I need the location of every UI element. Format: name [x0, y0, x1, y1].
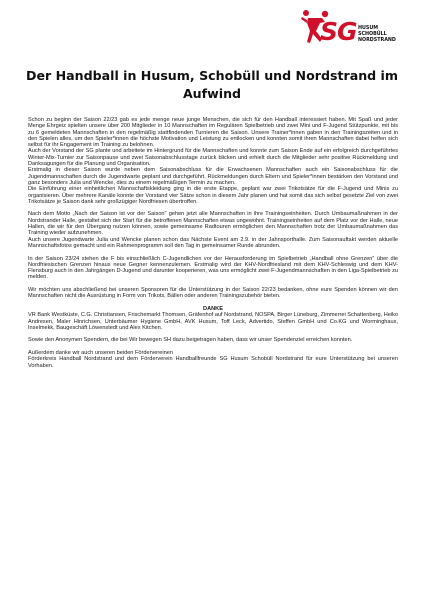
logo-sg-mark: SG	[320, 17, 357, 46]
paragraph-new-season: Nach dem Motto „Nach der Saison ist vor der Saison" gehen jetzt alle Mannschaften in ihre Trainingseinheiten. Durch Umbaumaßnahmen in der Nordstrander Halle, gestaltet sich der Start für die betroffenen Mannschaften etwas ungewohnt. Trainingseinheiten auf dem Platz vor der Halle, neue Hallen, die wir für den Übergang nutzen können, sowie gemeinsame Radtouren ermöglichen den Mannschaften trotz der Umbaumaßnahmen das Training wieder aufzunehmen.	[28, 211, 398, 237]
paragraph-season-start: Schon zu beginn der Saison 22/23 gab es jede menge neue junge Menschen, die sich für den Handball interessiert haben. Mit Spaß und jeder Menge Ehrgeiz spielten unsere über 200 Mitglieder in 10 Mannschaften im Regulären Spielbetrieb und zwei Mini und F-Jugend Stützpunkte, mit bis zu 6 gemeldeten Mannschaften in den regelmäßig stattfindenden Turnieren die Saison. Unsere Trainer*innen gaben in den Trainingszeiten und in den Spielen alles, um den Spieler*innen die höchste Motivation und Leistung zu entlocken und konnten somit ihren Mannschaften dabei helfen sich selbst für ihr Engagement im Training zu belohnen.	[28, 117, 398, 149]
logo-line-2: SCHOBÜLL	[358, 32, 387, 38]
logo-club-name	[358, 26, 396, 45]
thanks-heading: DANKE	[203, 305, 223, 312]
logo-line-1: HUSUM	[358, 26, 379, 31]
paragraph-sponsor-thanks: Wir möchten uns abschließend bei unseren Sponsoren für die Unterstützung in der Saison 22/23 bedanken, ohne eure Spenden können wir den Mannschaften nicht die Ausrüstung in Form von Trikots, Bällen oder anderen Trainingszubehör bieten.	[28, 287, 398, 300]
paragraph-board: Auch der Vorstand der SG plante und arbeitete im Hintergrund für die Mannschaften und konnte zum Saison Ende auf ein erfolgreich durchgeführtes Winter-Mix-Turnier zur Saisonpause und zwei Saisonabschlusstage zurück blicken und erhielt durch die Mitglieder sehr positive Rückmeldung und Danksagungen für die Planung und Organisation.	[28, 148, 398, 168]
paragraph-youth-event: Auch unsere Jugendwarte Julia und Wencke planen schon das Nächste Event am 2.9. in der Jahnsporthalle. Zum Saisonauftakt werden aktuelle Mannschaftsfotos gemacht und ein Rahmenprogramm soll den Tag in gemeinsamer Runde abrunden.	[28, 236, 398, 249]
club-logo	[298, 9, 394, 53]
logo-line-3: NORDSTRAND	[358, 38, 396, 44]
article-body	[28, 117, 398, 375]
article-title: Der Handball in Husum, Schobüll und Nordstrand im Aufwind	[26, 68, 398, 101]
paragraph-handball-ohne-grenzen: In der Saison 23/24 stehen die F bis einschließlich C-Jugendlichen vor der Herausforderung im Spielbetrieb „Handball ohne Grenzen" über die Nordfriesischen Grenzen hinaus neue Gegner kennenzulernen. Erstmalig wird der KHV-Nordfriesland mit dem KHV-Schleswig und dem KHV-Flensburg auch in den Jahrgängen D-Jugend und darunter kooperieren, was uns ermöglicht zwei F-Jugendmannschaften in den Liga-Spielbetrieb zu melden.	[28, 255, 398, 281]
anonymous-donors: Sowie den Anonymen Spendern, die bei Wir bewegen SH dazu beigetragen haben, dass wir unser Spendenziel erreichen konnten.	[28, 337, 353, 344]
paragraph-youth-closing: Erstmalig in dieser Saison wurde neben dem Saisonabschluss für die Erwachsenen Mannschaften auch ein Saisonabschluss für die Jugendmannschaften durch die Jugendwarte geplant und durchgeführt. Rückmeldungen durch Eltern und Spieler*innen bestärken den Vorstand und ganz besonders Julia und Wencke, dies zu einem regelmäßigen Termin zu machen.	[28, 167, 398, 186]
paragraph-team-jerseys: Die Einführung einer einheitlichen Mannschaftskleidung ging in die erste Etappe, geplant war zwei Trikotsätze für die F-Jugend und Minis zu organisieren. Über mehrere Kanäle konnte der Vorstand vier Sätze schon in diesem Jahr planen und hat somit das sich selbst gesetzte Ziel von zwei Trikotsätze je Saison dank sehr großzügiger Nordfriesen übertroffen.	[28, 186, 398, 205]
associations-thanks: Förderkreis Handball Nordstrand und dem Förderverein Handballfreunde SG Husum Schobüll Nordstrand für eure Unterstützung bei unseren Vorhaben.	[28, 356, 398, 369]
associations-intro: Außerdem danke wir auch unseren beiden Fördervereinen	[28, 349, 173, 356]
sponsor-list: VR Bank Westküste, C.G. Christiansen, Frischemarkt Thomsen, Gräfenhof auf Nordstrand, NOSPA, Birger Lüneburg, Zimmerrei Schattenberg, Heiko Andresen, Maler Hinrichsen, Unterbäumer Hygiene GmbH, AVK Husum, Toff Leck, Advertido, Steffen GmbH und Co.KG und Worminghaus, Inselmekk, Baugeschäft Löwenstedt und Alex Kitchen.	[28, 312, 398, 331]
